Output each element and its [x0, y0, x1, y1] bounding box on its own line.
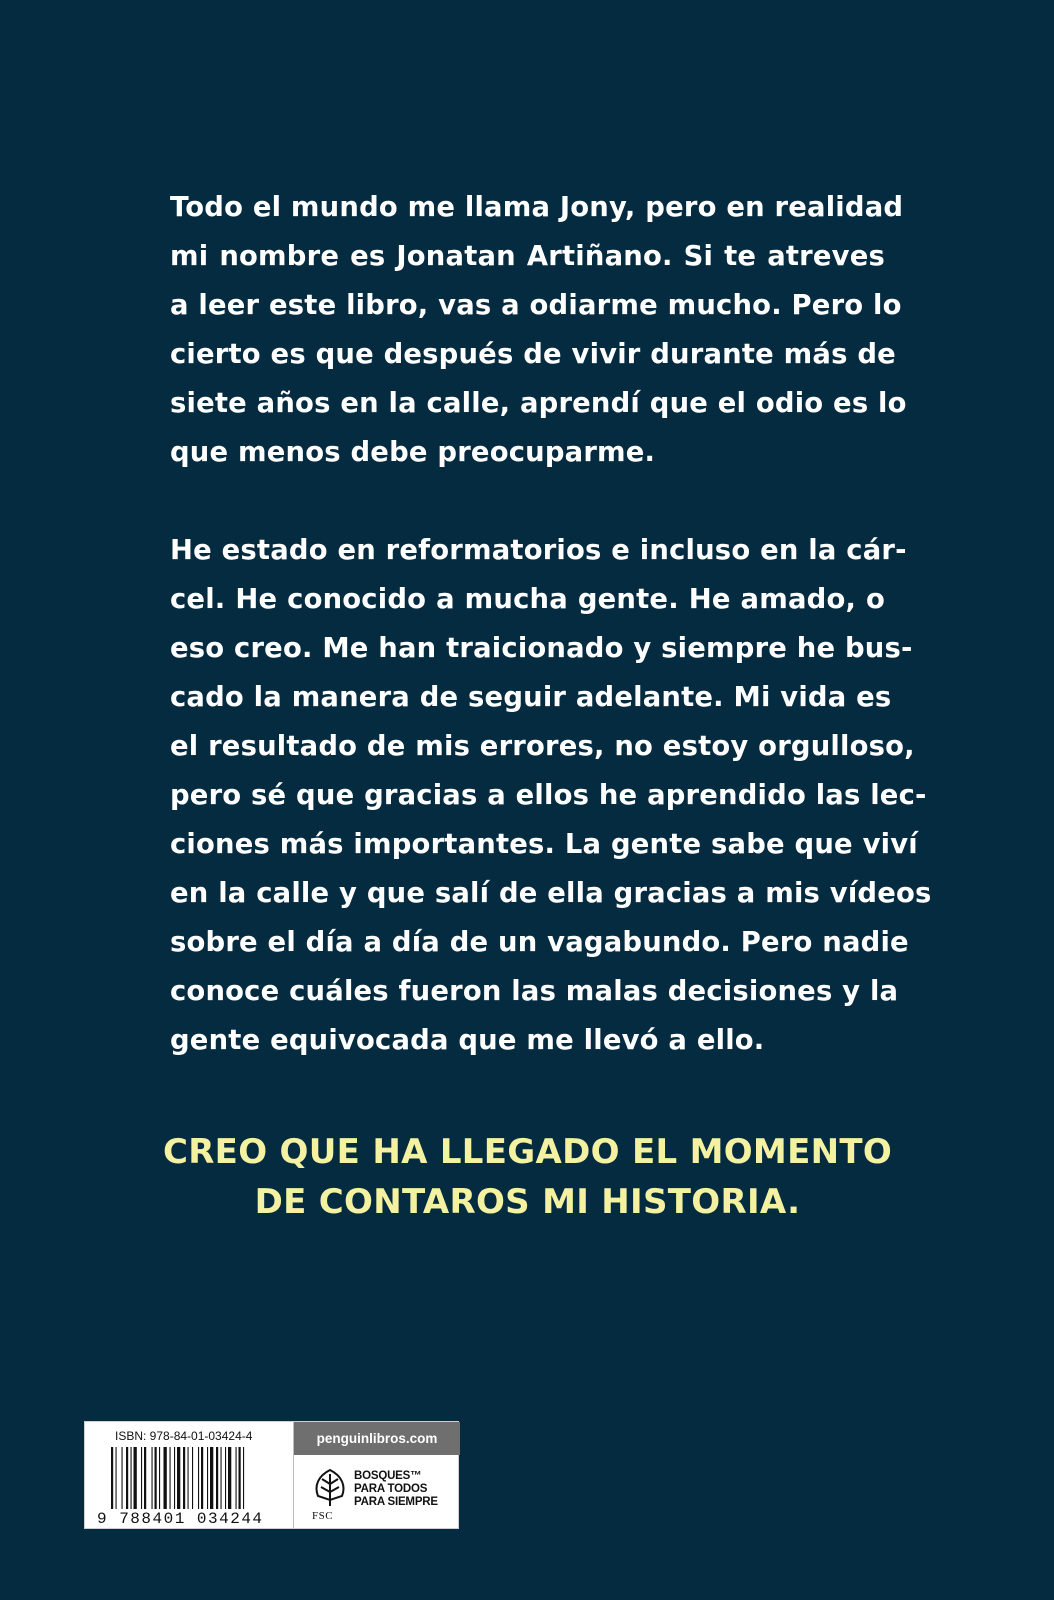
blurb-paragraph-2 — [170, 526, 932, 1065]
tagline — [120, 1127, 935, 1227]
blurb-line: ciones más importantes. La gente sabe que viví — [170, 829, 918, 860]
publisher-panel — [293, 1422, 460, 1528]
tagline-line: CREO QUE HA LLEGADO EL MOMENTO — [162, 1132, 893, 1172]
isbn-text: ISBN: 978-84-01-03424-4 — [115, 1429, 253, 1443]
blurb-line: gente equivocada que me llevó a ello. — [170, 1025, 765, 1056]
blurb-line: He estado en reformatorios e incluso en la cár- — [170, 535, 907, 566]
fsc-slogan-line: PARA TODOS — [354, 1483, 428, 1495]
barcode-digits: 9 788401 034244 — [97, 1510, 264, 1528]
blurb-line: siete años en la calle, aprendí que el odio es lo — [170, 388, 907, 419]
blurb-line: sobre el día a día de un vagabundo. Pero nadie — [170, 927, 909, 958]
fsc-slogan-line: BOSQUES™ — [354, 1470, 422, 1482]
fsc-slogan — [354, 1470, 438, 1509]
blurb-line: Todo el mundo me llama Jony, pero en realidad — [170, 192, 904, 223]
blurb-line: a leer este libro, vas a odiarme mucho. Pero lo — [170, 290, 902, 321]
barcode-icon — [111, 1447, 279, 1509]
barcode-label — [84, 1421, 459, 1529]
blurb-line: pero sé que gracias a ellos he aprendido las lec- — [170, 780, 927, 811]
blurb-line: en la calle y que salí de ella gracias a mis vídeos — [170, 878, 932, 909]
blurb-paragraph-1 — [170, 183, 907, 477]
publisher-website: penguinlibros.com — [294, 1422, 460, 1455]
blurb-line: mi nombre es Jonatan Artiñano. Si te atreves — [170, 241, 885, 272]
blurb-line: el resultado de mis errores, no estoy orgulloso, — [170, 731, 915, 762]
fsc-tree-icon — [308, 1466, 352, 1508]
blurb-line: cel. He conocido a mucha gente. He amado, o — [170, 584, 885, 615]
blurb-line: conoce cuáles fueron las malas decisiones y la — [170, 976, 899, 1007]
back-cover-blurb — [170, 183, 932, 1114]
blurb-line: cierto es que después de vivir durante más de — [170, 339, 896, 370]
blurb-line: eso creo. Me han traicionado y siempre he bus- — [170, 633, 913, 664]
blurb-line: cado la manera de seguir adelante. Mi vida es — [170, 682, 892, 713]
blurb-line: que menos debe preocuparme. — [170, 437, 656, 468]
fsc-slogan-line: PARA SIEMPRE — [354, 1496, 438, 1508]
fsc-label: FSC — [312, 1510, 334, 1522]
tagline-line: DE CONTAROS MI HISTORIA. — [254, 1182, 801, 1222]
